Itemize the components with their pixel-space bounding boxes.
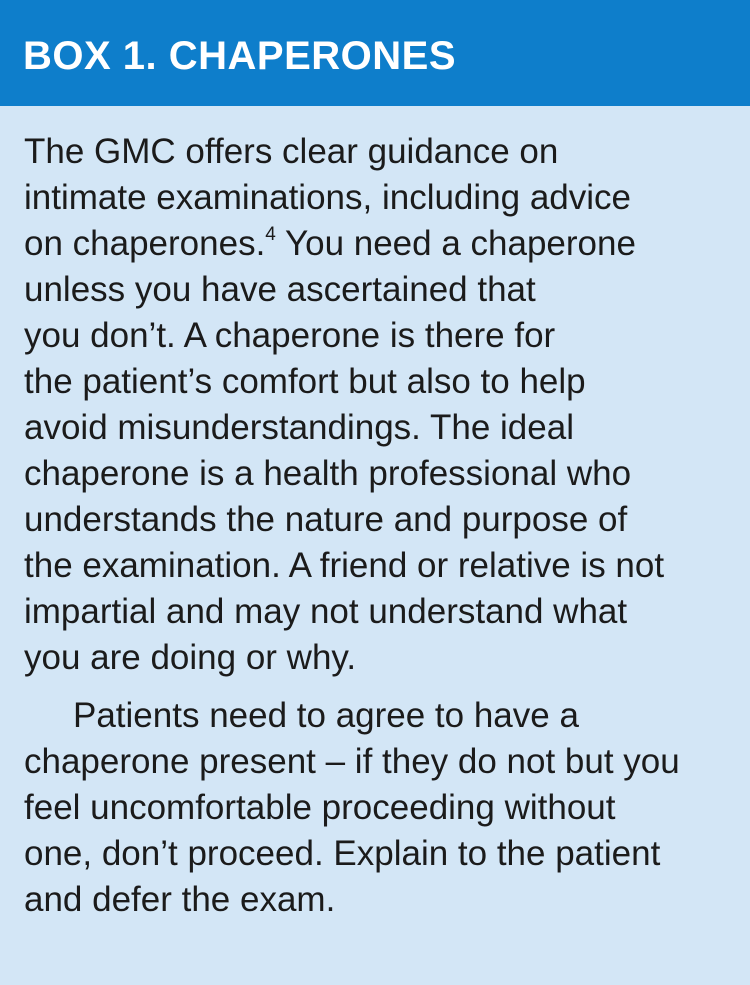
text-line: chaperone is a health professional who [24,454,632,493]
text-segment: on chaperones. [24,224,266,263]
text-line: and defer the exam. [24,880,336,919]
text-line [24,221,736,267]
text-line: the examination. A friend or relative is not [24,546,665,585]
text-line: the patient’s comfort but also to help [24,362,586,401]
box-header [0,0,750,106]
text-line: you are doing or why. [24,638,357,677]
box-body [24,129,736,923]
text-line: understands the nature and purpose of [24,500,628,539]
text-line: feel uncomfortable proceeding without [24,788,616,827]
text-line: intimate examinations, including advice [24,178,631,217]
box-title: BOX 1. CHAPERONES [23,34,457,78]
text-line: The GMC offers clear guidance on [24,132,559,171]
text-line: Patients need to agree to have a [73,696,579,735]
text-line: one, don’t proceed. Explain to the patient [24,834,661,873]
paragraph-patient-consent [24,693,736,923]
text-line: you don’t. A chaperone is there for [24,316,556,355]
text-line: avoid misunderstandings. The ideal [24,408,574,447]
paragraph-gmc-guidance [24,129,736,681]
text-line: impartial and may not understand what [24,592,628,631]
text-line: chaperone present – if they do not but you [24,742,680,781]
text-line: unless you have ascertained that [24,270,536,309]
text-segment: You need a chaperone [275,224,636,263]
reference-superscript: 4 [265,224,276,245]
